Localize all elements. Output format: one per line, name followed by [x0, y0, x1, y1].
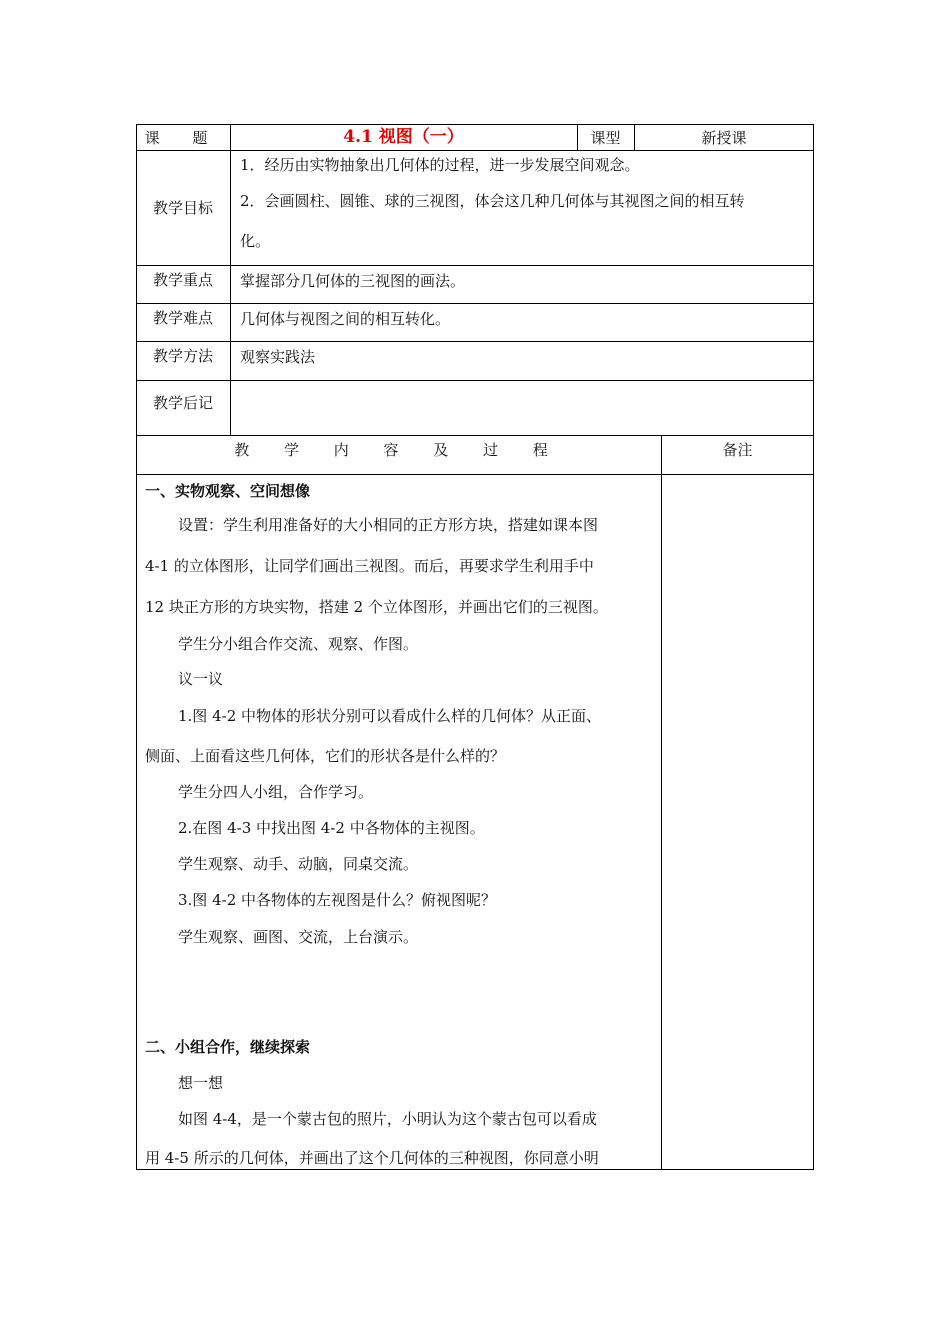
section-title: 一、实物观察、空间想像: [145, 482, 311, 500]
process-label: 教 学 内 容 及 过 程: [234, 441, 563, 459]
type-label: 课型: [590, 129, 621, 147]
row-divider: [136, 341, 814, 342]
difficulty-value: 几何体与视图之间的相互转化。: [240, 310, 451, 328]
method-value: 观察实践法: [240, 348, 316, 366]
paragraph: 学生分四人小组，合作学习。: [178, 783, 374, 801]
row-divider: [136, 435, 814, 436]
method-label: 教学方法: [152, 347, 213, 365]
row-divider: [136, 265, 814, 266]
goal-item: 化。: [240, 232, 271, 250]
row-divider: [136, 150, 814, 151]
row-divider: [136, 303, 814, 304]
topic-value: 4.1 视图（一）: [343, 127, 464, 147]
topic-label: 课 题: [144, 129, 222, 147]
paragraph: 想一想: [178, 1074, 224, 1092]
column-divider: [230, 124, 231, 435]
paragraph: 学生观察、画图、交流，上台演示。: [178, 928, 419, 946]
remarks-label: 备注: [722, 441, 753, 459]
key-value: 掌握部分几何体的三视图的画法。: [240, 272, 466, 290]
paragraph: 侧面、上面看这些几何体，它们的形状各是什么样的？: [145, 747, 506, 765]
goal-item: 2．会画圆柱、圆锥、球的三视图，体会这几种几何体与其视图之间的相互转: [240, 192, 745, 210]
paragraph: 3.图 4-2 中各物体的左视图是什么？俯视图呢？: [178, 891, 497, 909]
column-divider: [661, 435, 662, 1170]
section-title: 二、小组合作，继续探索: [145, 1038, 311, 1056]
paragraph: 12 块正方形的方块实物，搭建 2 个立体图形，并画出它们的三视图。: [145, 598, 608, 616]
paragraph: 学生观察、动手、动脑，同桌交流。: [178, 855, 419, 873]
paragraph: 如图 4-4，是一个蒙古包的照片，小明认为这个蒙古包可以看成: [178, 1110, 597, 1128]
notes-label: 教学后记: [152, 394, 213, 412]
row-divider: [136, 474, 814, 475]
paragraph: 1.图 4-2 中物体的形状分别可以看成什么样的几何体？从正面、: [178, 707, 602, 725]
paragraph: 4-1 的立体图形，让同学们画出三视图。而后，再要求学生利用手中: [145, 557, 594, 575]
paragraph: 2.在图 4-3 中找出图 4-2 中各物体的主视图。: [178, 819, 485, 837]
row-divider: [136, 380, 814, 381]
paragraph: 学生分小组合作交流、观察、作图。: [178, 635, 419, 653]
type-value: 新授课: [701, 129, 747, 147]
paragraph: 设置：学生利用准备好的大小相同的正方形方块，搭建如课本图: [178, 516, 599, 534]
goals-label: 教学目标: [152, 199, 213, 217]
paragraph: 用 4-5 所示的几何体，并画出了这个几何体的三种视图，你同意小明: [145, 1149, 599, 1167]
difficulty-label: 教学难点: [152, 309, 213, 327]
paragraph: 议一议: [178, 670, 224, 688]
key-label: 教学重点: [152, 271, 213, 289]
goal-item: 1．经历由实物抽象出几何体的过程，进一步发展空间观念。: [240, 156, 640, 174]
